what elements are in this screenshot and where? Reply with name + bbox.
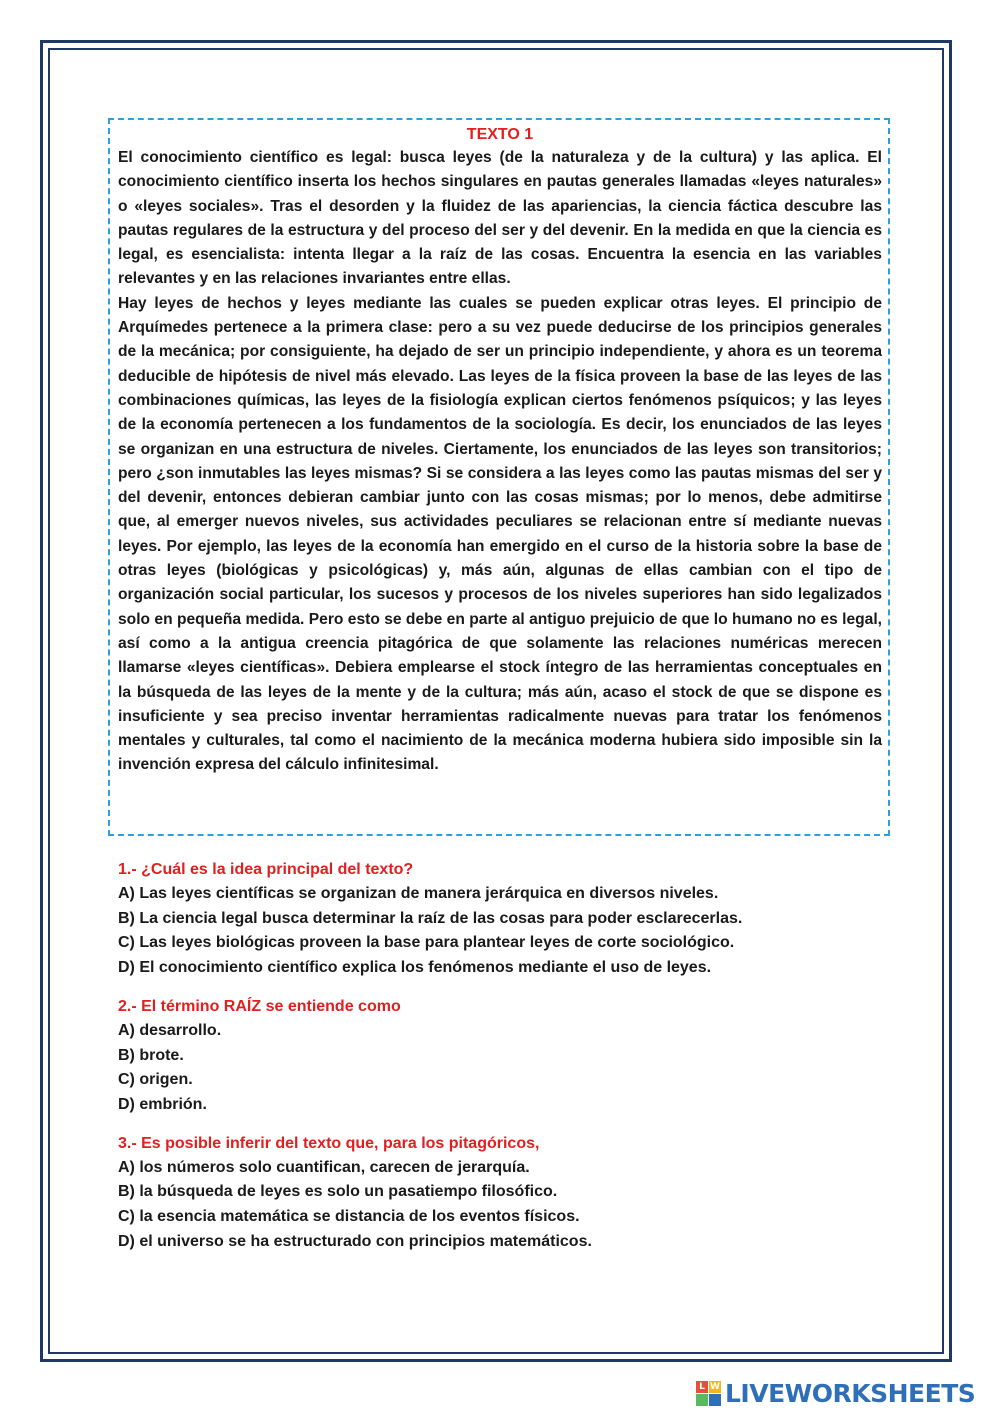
option-b[interactable]: B) brote. — [118, 1046, 184, 1064]
logo-square: W — [710, 1381, 720, 1392]
liveworksheets-brand — [696, 1378, 975, 1408]
passage-box — [108, 118, 890, 836]
option-d[interactable]: D) el universo se ha estructurado con principios matemáticos. — [118, 1232, 592, 1250]
question-3 — [118, 1132, 898, 1255]
option-c[interactable]: C) origen. — [118, 1071, 193, 1089]
option-a[interactable]: A) desarrollo. — [118, 1021, 222, 1039]
liveworksheets-logo-icon — [696, 1381, 721, 1406]
passage-paragraph-1: El conocimiento científico es legal: busca leyes (de la naturaleza y de la cultura) y las aplica. El conocimiento científico inserta los hechos singulares en pautas generales llamadas «leyes naturales» o «leyes sociales». Tras el desorden y la fluidez de las apariencias, la ciencia fáctica descubre las pautas regulares de la estructura y del proceso del ser y del devenir. En la medida en que la ciencia es legal, es esencialista: intenta llegar a la raíz de las cosas. Encuentra la esencia en las variables relevantes y en las relaciones invariantes entre ellas. — [118, 149, 882, 288]
option-b[interactable]: B) La ciencia legal busca determinar la raíz de las cosas para poder esclarecerlas. — [118, 909, 743, 927]
option-c[interactable]: C) la esencia matemática se distancia de los eventos físicos. — [118, 1208, 580, 1226]
questions-section — [118, 858, 898, 1268]
question-title: 1.- ¿Cuál es la idea principal del texto? — [118, 861, 414, 878]
question-2 — [118, 995, 898, 1118]
brand-name: LIVEWORKSHEETS — [725, 1378, 976, 1408]
option-a[interactable]: A) Las leyes científicas se organizan de manera jerárquica en diversos niveles. — [118, 885, 719, 902]
question-1 — [118, 858, 898, 981]
option-c[interactable]: C) Las leyes biológicas proveen la base para plantear leyes de corte sociológico. — [118, 934, 735, 952]
logo-square: L — [696, 1381, 708, 1393]
option-d[interactable]: D) El conocimiento científico explica los fenómenos mediante el uso de leyes. — [118, 959, 712, 977]
logo-square — [696, 1394, 708, 1406]
option-b[interactable]: B) la búsqueda de leyes es solo un pasatiempo filosófico. — [118, 1183, 558, 1201]
logo-square — [709, 1394, 721, 1406]
passage-title: TEXTO 1 — [466, 126, 534, 143]
question-title: 3.- Es posible inferir del texto que, para los pitagóricos, — [118, 1134, 540, 1152]
passage-paragraph-2: Hay leyes de hechos y leyes mediante las cuales se pueden explicar otras leyes. El principio de Arquímedes pertenece a la primera clase: pero a su vez puede deducirse de los principios generales de la mecánica; por consiguiente, ha dejado de ser un principio independiente, y ahora es un teorema deducible de hipótesis de nivel más elevado. Las leyes de la física proveen la base de las leyes de las combinaciones químicas, las leyes de la fisiología explican ciertos fenómenos psíquicos; y las leyes de la economía pertenecen a los fundamentos de la sociología. Es decir, los enunciados de las leyes se organizan en una estructura de niveles. Ciertamente, los enunciados de las leyes son transitorios; pero ¿son inmutables las leyes mismas? Si se considera a las leyes como las pautas mismas del ser y del devenir, entonces debieran cambiar junto con las cosas mismas; por lo menos, debe admitirse que, al emerger nuevos niveles, sus actividades peculiares se relacionan entre sí mediante nuevas leyes. Por ejemplo, las leyes de la economía han emergido en el curso de la historia sobre la base de otras leyes (biológicas y psicológicas) y, más aún, algunas de ellas cambian con el tipo de organización social particular, los sucesos y procesos de los niveles superiores han sido legalizados solo en pequeña medida. Pero esto se debe en parte al antiguo prejuicio de que lo humano no es legal, así como a la antigua creencia pitagórica de que solamente las relaciones numéricas merecen llamarse «leyes científicas». Debiera emplearse el stock íntegro de las herramientas conceptuales en la búsqueda de las leyes de la mente y de la cultura; más aún, acaso el stock de que se dispone es insuficiente y sea preciso inventar herramientas radicalmente nuevas para tratar los fenómenos mentales y culturales, tal como el nacimiento de la mecánica moderna hubiera sido imposible sin la invención expresa del cálculo infinitesimal. — [118, 294, 882, 774]
option-d[interactable]: D) embrión. — [118, 1095, 207, 1113]
question-title: 2.- El término RAÍZ se entiende como — [118, 997, 401, 1015]
option-a[interactable]: A) los números solo cuantifican, carecen de jerarquía. — [118, 1158, 530, 1176]
